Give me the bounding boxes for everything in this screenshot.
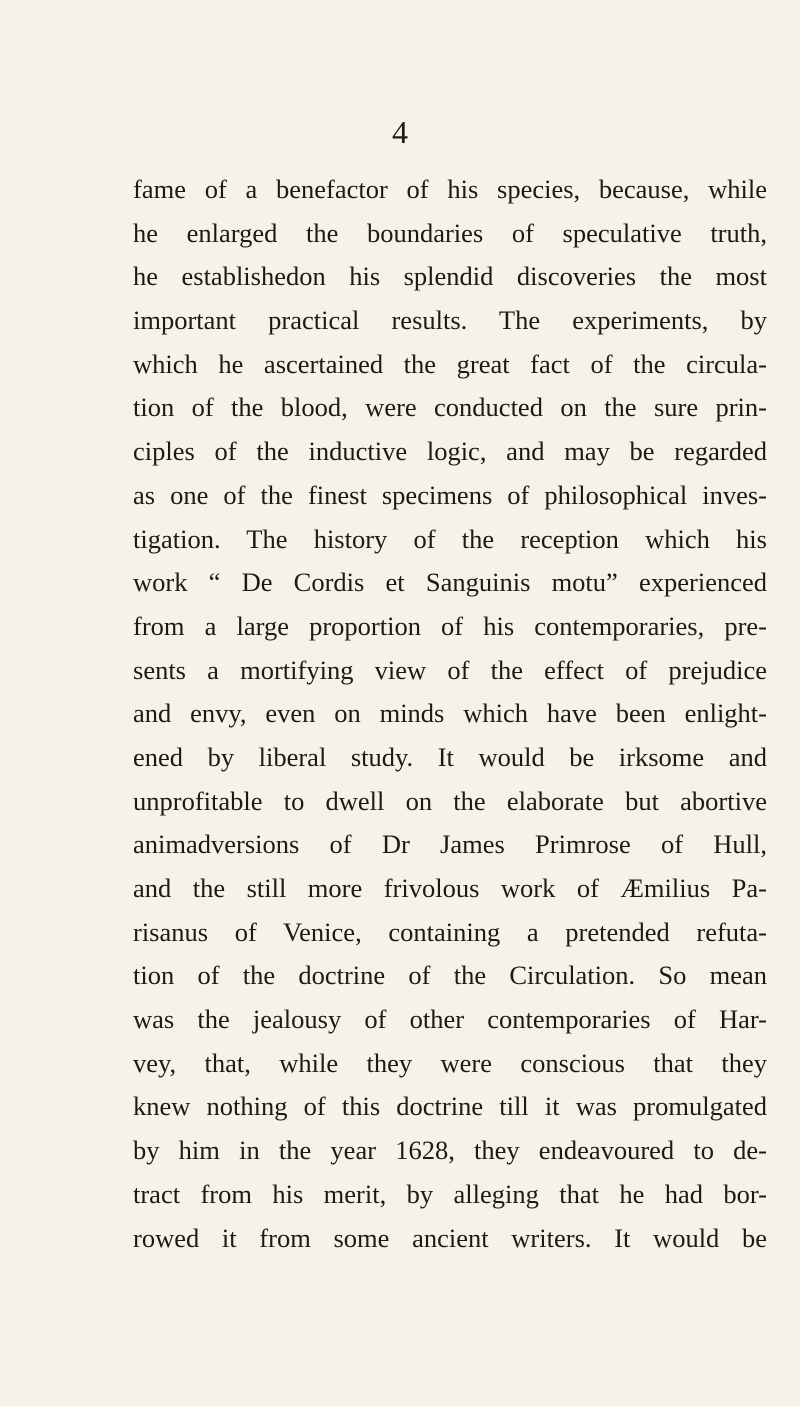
text-line: and envy, even on minds which have been enlight-: [133, 698, 767, 729]
text-line: ened by liberal study. It would be irksome and: [133, 741, 767, 772]
text-line: knew nothing of this doctrine till it was promulgated: [133, 1091, 767, 1122]
text-line: he establishedon his splendid discoveries the most: [133, 261, 767, 292]
text-line: ciples of the inductive logic, and may be regarded: [133, 436, 767, 467]
text-line: as one of the finest specimens of philosophical inves-: [133, 479, 767, 510]
text-line: rowed it from some ancient writers. It would be: [133, 1222, 767, 1253]
text-line: tract from his merit, by alleging that he had bor-: [133, 1178, 767, 1209]
text-line: important practical results. The experiments, by: [133, 305, 767, 336]
page-number: 4: [392, 114, 408, 150]
text-line: risanus of Venice, containing a pretended refuta-: [133, 916, 767, 947]
text-line: tigation. The history of the reception which his: [133, 523, 767, 554]
text-line: sents a mortifying view of the effect of prejudice: [133, 654, 767, 685]
text-line: work “ De Cordis et Sanguinis motu” experienced: [133, 567, 767, 598]
text-line: animadversions of Dr James Primrose of Hull,: [133, 829, 767, 860]
text-line: fame of a benefactor of his species, because, while: [133, 174, 767, 204]
text-line: vey, that, while they were conscious that they: [133, 1047, 767, 1078]
text-line: and the still more frivolous work of Æmilius Pa-: [133, 873, 767, 903]
text-line: by him in the year 1628, they endeavoured to de-: [133, 1135, 767, 1166]
text-line: from a large proportion of his contemporaries, pre-: [133, 610, 767, 641]
text-line: unprofitable to dwell on the elaborate but abortive: [133, 785, 767, 816]
text-line: tion of the doctrine of the Circulation. So mean: [133, 960, 767, 991]
text-line: was the jealousy of other contemporaries of Har-: [133, 1004, 767, 1035]
text-line: he enlarged the boundaries of speculative truth,: [133, 217, 767, 248]
text-line: which he ascertained the great fact of the circula-: [133, 348, 767, 379]
text-line: tion of the blood, were conducted on the sure prin-: [133, 392, 767, 423]
body-text: [133, 168, 767, 1260]
